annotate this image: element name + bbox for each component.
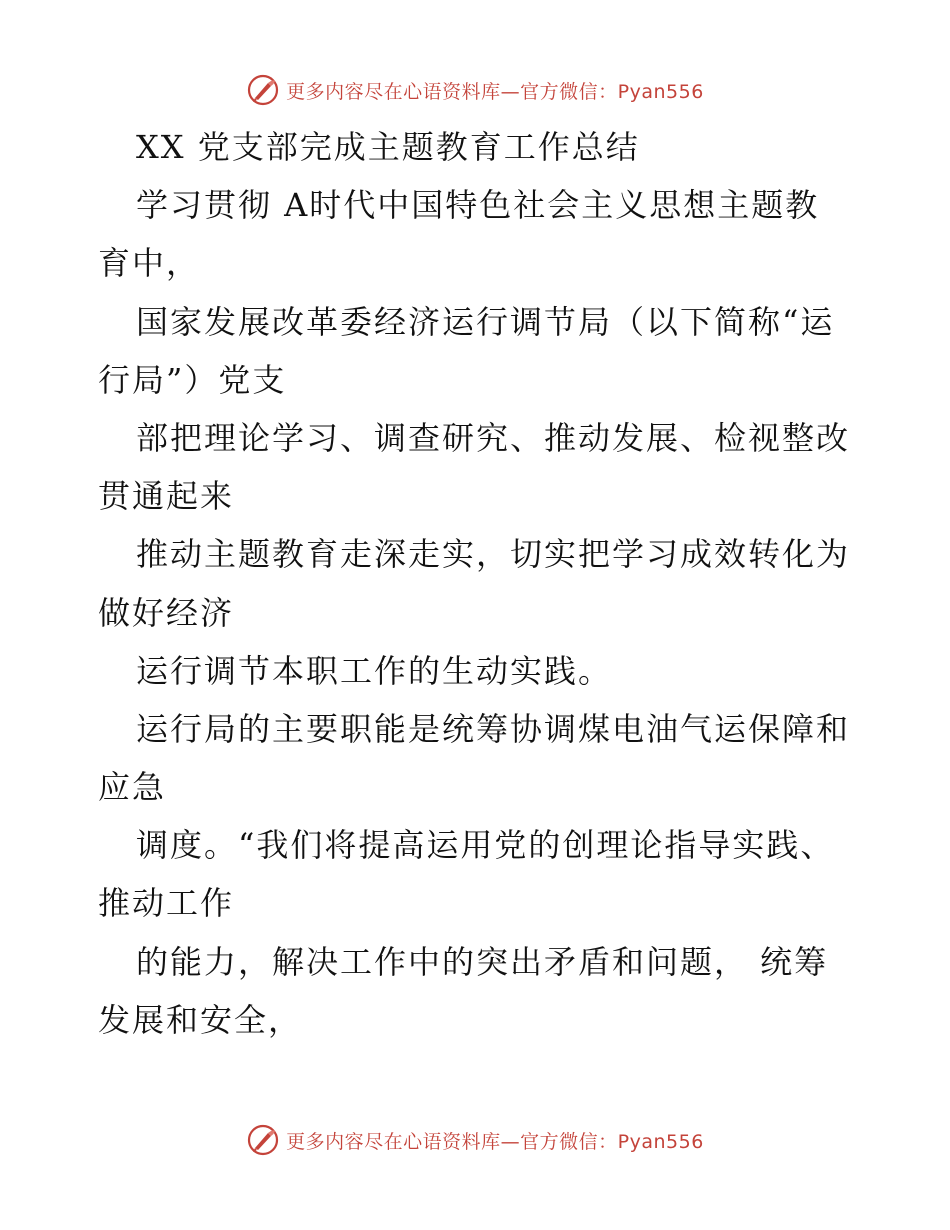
watermark-text: 更多内容尽在心语资料库—官方微信：Pyan556 — [286, 1130, 704, 1153]
text-line: 运行调节本职工作的生动实践。 — [136, 651, 613, 690]
quill-pen-icon — [246, 73, 280, 107]
text-line: 调度。“我们将提高运用党的创理论指导实践、 — [136, 826, 835, 865]
text-line: 学习贯彻 A时代中国特色社会主义思想主题教 — [136, 186, 820, 225]
text-line: 做好经济 — [98, 593, 235, 632]
text-line: 推动主题教育走深走实，切实把学习成效转化为 — [136, 535, 851, 574]
text-line: 部把理论学习、调查研究、推动发展、检视整改 — [136, 418, 851, 457]
text-line: 应急 — [98, 768, 167, 807]
text-line: 推动工作 — [98, 884, 235, 923]
text-line: 的能力，解决工作中的突出矛盾和问题， 统筹 — [136, 942, 829, 981]
text-line: 发展和安全， — [98, 1000, 303, 1039]
text-line: 行局”）党支 — [98, 360, 287, 399]
text-line: 贯通起来 — [98, 477, 235, 516]
text-line: 国家发展改革委经济运行调节局（以下简称“运 — [136, 302, 835, 341]
text-line: 育中， — [98, 244, 201, 283]
header-watermark — [0, 70, 950, 110]
footer-watermark — [0, 1120, 950, 1160]
text-line: 运行局的主要职能是统筹协调煤电油气运保障和 — [136, 709, 851, 748]
watermark-text: 更多内容尽在心语资料库—官方微信：Pyan556 — [286, 80, 704, 103]
document-body — [98, 118, 858, 1049]
document-title: XX 党支部完成主题教育工作总结 — [136, 128, 640, 166]
quill-pen-icon — [246, 1123, 280, 1157]
